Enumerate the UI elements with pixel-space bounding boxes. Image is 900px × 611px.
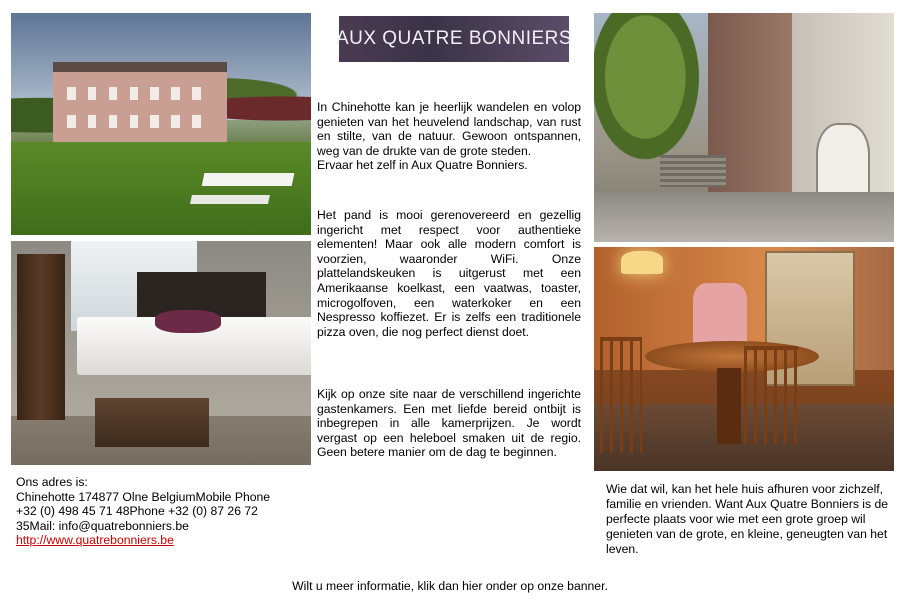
intro-paragraph: In Chinehotte kan je heerlijk wandelen en volop genieten van het heuvelend landschap, van rust en stilte, van de natuur. Gewoon ontspannen, weg van de drukte van de grote steden. bbox=[317, 100, 581, 158]
address-heading: Ons adres is: bbox=[16, 475, 88, 489]
mail-line: 35Mail: info@quatrebonniers.be bbox=[16, 518, 189, 533]
photo-bedroom bbox=[11, 241, 311, 465]
building-paragraph: Het pand is mooi gerenovereerd en gezellig ingericht met respect voor authentieke elementen! Maar ook alle modern comfort is voorzien, waaronder WiFi. Onze plattelandskeuken is uitgerust met een Amerikaanse koelkast, een vaatwas, toaster, microgolfoven, een waterkoker en een Nespresso koffiezet. Er is zelfs een traditionele pizza oven, die nog perfect dienst doet. bbox=[317, 208, 581, 339]
intro-text bbox=[317, 100, 581, 173]
intro-cta-line: Ervaar het zelf in Aux Quatre Bonniers. bbox=[317, 158, 528, 173]
photo-kitchen bbox=[594, 247, 894, 471]
phone-line: +32 (0) 498 45 71 48Phone +32 (0) 87 26 72 bbox=[16, 504, 258, 519]
footer-info-text: Wilt u meer informatie, klik dan hier onder op onze banner. bbox=[292, 579, 608, 593]
photo-courtyard bbox=[594, 13, 894, 242]
address-block bbox=[16, 475, 306, 548]
rent-house-paragraph: Wie dat wil, kan het hele huis afhuren voor zichzelf, familie en vrienden. Want Aux Quatre Bonniers is de perfecte plaats voor wie met een grote groep wil genieten van de grote, en kleine, geneugten van het leven. bbox=[606, 482, 889, 556]
website-link[interactable]: http://www.quatrebonniers.be bbox=[16, 533, 174, 548]
logo-banner[interactable] bbox=[335, 16, 573, 62]
rooms-paragraph: Kijk op onze site naar de verschillend ingerichte gastenkamers. Een met liefde bereid ontbijt is inbegrepen in alle kamerprijzen. Je wordt vergast op een heleboel smaken uit de regio. Geen betere manier om de dag te beginnen. bbox=[317, 387, 581, 460]
logo-text: AUX QUATRE BONNIERS bbox=[335, 28, 573, 49]
address-line: Chinehotte 174877 Olne BelgiumMobile Phone bbox=[16, 489, 271, 504]
photo-exterior-garden bbox=[11, 13, 311, 235]
